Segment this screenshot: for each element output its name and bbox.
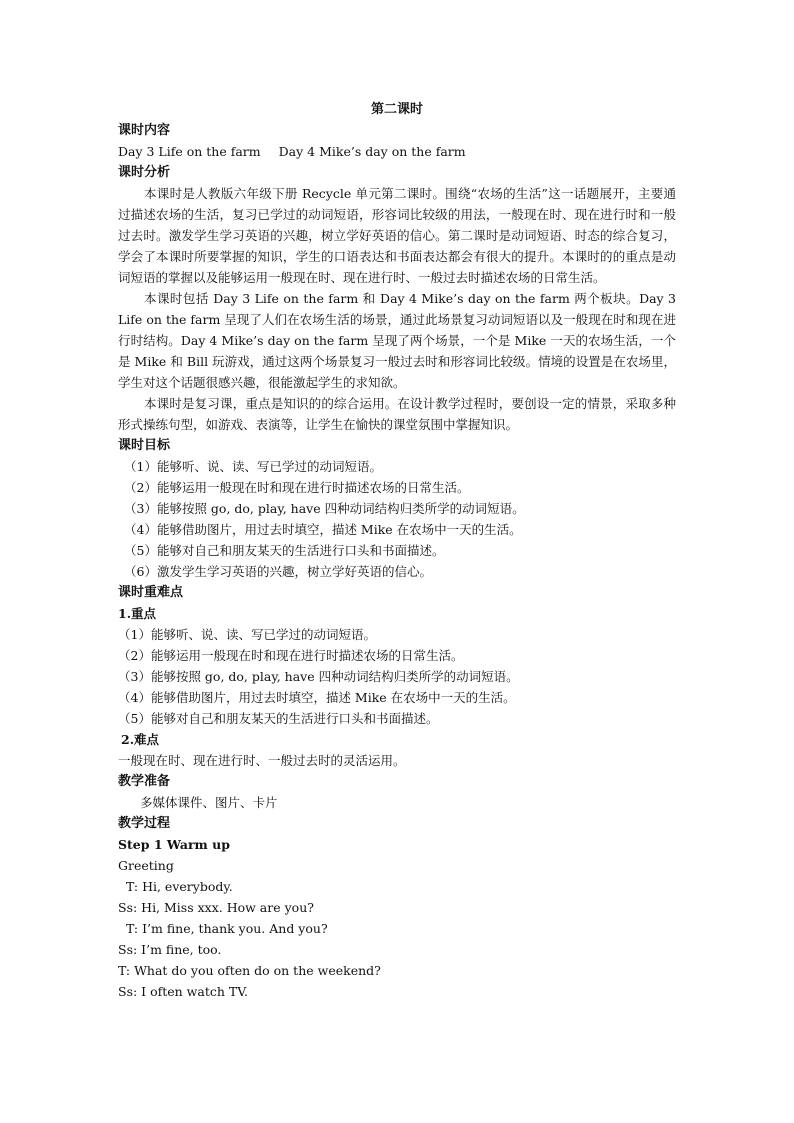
difficulty-text: 一般现在时、现在进行时、一般过去时的灵活运用。 [118, 753, 406, 768]
dialogue-line: T: Hi, everybody. [126, 879, 233, 894]
goal-item: （5）能够对自己和朋友某天的生活进行口头和书面描述。 [124, 543, 445, 558]
dialogue-line: T: What do you often do on the weekend? [118, 963, 381, 978]
section-heading-key-points: 课时重难点 [118, 585, 184, 600]
goal-item: （4）能够借助图片，用过去时填空，描述 Mike 在农场中一天的生活。 [124, 522, 522, 537]
goal-item: （1）能够听、说、读、写已学过的动词短语。 [124, 459, 382, 474]
key-point-item: （4）能够借助图片，用过去时填空，描述 Mike 在农场中一天的生活。 [118, 690, 516, 705]
dialogue-line: T: I’m fine, thank you. And you? [126, 921, 328, 936]
section-heading-goals: 课时目标 [118, 438, 171, 453]
section-heading-prep: 教学准备 [118, 774, 171, 789]
lesson-day3: Day 3 Life on the farm [118, 144, 261, 159]
analysis-paragraph-2: 本课时包括 Day 3 Life on the farm 和 Day 4 Mike’s day on the farm 两个板块。Day 3 Life on the farm 呈现了人们在农场生活的场景，通过此场景复习动词短语以及一般现在时和现在进行时结构。Day 4 Mike’s day on the farm 呈现了两个场景，一个是 Mike 一天的农场生活，一个是 Mike 和 Bill 玩游戏，通过这两个场景复习一般过去时和形容词比较级。情境的设置是在农场里，学生对这个话题很感兴趣，很能激起学生的求知欲。 [118, 291, 676, 390]
key-point-item: （3）能够按照 go, do, play, have 四种动词结构归类所学的动词短语。 [118, 669, 519, 684]
document-body [118, 99, 676, 1002]
lesson-day4: Day 4 Mike’s day on the farm [278, 144, 466, 159]
prep-text: 多媒体课件、图片、卡片 [140, 795, 278, 810]
goal-item: （2）能够运用一般现在时和现在进行时描述农场的日常生活。 [124, 480, 470, 495]
greeting-label: Greeting [118, 858, 174, 873]
step-heading: Step 1 Warm up [118, 837, 230, 852]
section-heading-process: 教学过程 [118, 816, 171, 831]
dialogue-line: Ss: Hi, Miss xxx. How are you? [118, 900, 314, 915]
goal-item: （3）能够按照 go, do, play, have 四种动词结构归类所学的动词短语。 [124, 501, 525, 516]
subheading-key: 1.重点 [118, 606, 157, 621]
page-title: 第二课时 [370, 102, 423, 117]
key-point-item: （2）能够运用一般现在时和现在进行时描述农场的日常生活。 [118, 648, 464, 663]
subheading-difficulty: 2.难点 [121, 732, 160, 747]
dialogue-line: Ss: I’m fine, too. [118, 942, 222, 957]
key-point-item: （5）能够对自己和朋友某天的生活进行口头和书面描述。 [118, 711, 439, 726]
dialogue-line: Ss: I often watch TV. [118, 984, 249, 999]
analysis-paragraph-3: 本课时是复习课，重点是知识的的综合运用。在设计教学过程时，要创设一定的情景，采取多种形式操练句型，如游戏、表演等，让学生在愉快的课堂氛围中掌握知识。 [118, 396, 676, 432]
section-heading-analysis: 课时分析 [118, 165, 171, 180]
key-point-item: （1）能够听、说、读、写已学过的动词短语。 [118, 627, 376, 642]
lesson-content-line [118, 141, 676, 162]
goal-item: （6）激发学生学习英语的兴趣，树立学好英语的信心。 [124, 564, 432, 579]
analysis-paragraph-1: 本课时是人教版六年级下册 Recycle 单元第二课时。围绕“农场的生活”这一话题展开，主要通过描述农场的生活，复习已学过的动词短语，形容词比较级的用法，一般现在时、现在进行时和一般过去时。激发学生学习英语的兴趣，树立学好英语的信心。第二课时是动词短语、时态的综合复习，学会了本课时所要掌握的知识，学生的口语表达和书面表达都会有很大的提升。本课时的的重点是动词短语的掌握以及能够运用一般现在时、现在进行时、一般过去时描述农场的日常生活。 [118, 186, 676, 285]
section-heading-content: 课时内容 [118, 123, 171, 138]
